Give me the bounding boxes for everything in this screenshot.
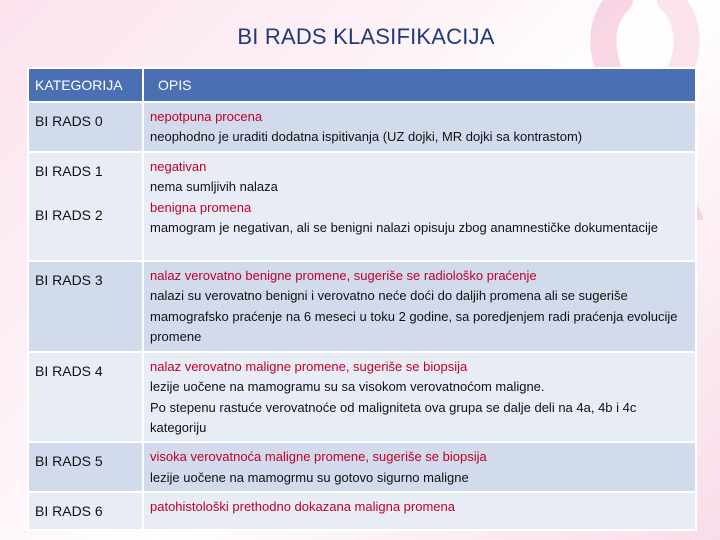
row-heading-2: benigna promena — [150, 199, 252, 215]
row-description — [143, 102, 696, 152]
row-category-1: BI RADS 1 — [35, 162, 103, 179]
table-row — [28, 261, 696, 352]
row-description — [143, 261, 696, 352]
row-heading: nalaz verovatno benigne promene, sugeriše se radiološko praćenje — [150, 267, 537, 283]
row-description — [143, 442, 696, 492]
table-row — [28, 102, 696, 152]
row-category-2: BI RADS 2 — [35, 207, 103, 223]
row-text: neophodno je uraditi dodatna ispitivanja (UZ dojki, MR dojki sa kontrastom) — [150, 129, 583, 145]
row-text-2: mamogram je negativan, ali se benigni nalazi opisuju zbog anamnestičke dokumentacije — [150, 220, 659, 236]
table-row — [28, 152, 696, 261]
row-description — [143, 152, 696, 261]
row-description — [143, 352, 696, 443]
row-heading: patohistološki prethodno dokazana maligna promena — [150, 499, 455, 515]
table-row — [28, 352, 696, 443]
page-title: BI RADS KLASIFIKACIJA — [237, 24, 495, 49]
row-category: BI RADS 4 — [28, 352, 143, 443]
row-text: lezije uočene na mamogrmu su gotovo sigurno maligne — [150, 469, 469, 485]
table-header-row — [28, 68, 696, 102]
row-heading: visoka verovatnoća maligne promene, sugeriše se biopsija — [150, 449, 487, 465]
row-heading: nepotpuna procena — [150, 109, 263, 124]
row-category: BI RADS 3 — [28, 261, 143, 352]
table-row — [28, 492, 696, 530]
row-text: nalazi su verovatno benigni i verovatno neće doći do daljih promena ali se sugeriše mamografsko praćenje na 6 meseci u toku 2 godine, sa poredjenjem radi praćenja evolucije promene — [150, 288, 678, 345]
header-category: KATEGORIJA — [28, 68, 143, 102]
row-text: lezije uočene na mamogramu su sa visokom verovatnoćom maligne. — [150, 379, 545, 395]
row-category: BI RADS 6 — [28, 492, 143, 530]
row-category: BI RADS 0 — [28, 102, 143, 152]
row-category: BI RADS 5 — [28, 442, 143, 492]
row-heading: nalaz verovatno maligne promene, sugeriše se biopsija — [150, 358, 468, 374]
row-text: nema sumljivih nalaza — [150, 179, 278, 195]
header-description: OPIS — [143, 68, 696, 102]
table-row — [28, 442, 696, 492]
row-text: Po stepenu rastuće verovatnoće od maligniteta ova grupa se dalje deli na 4a, 4b i 4c kategoriju — [150, 399, 637, 436]
row-description — [143, 492, 696, 530]
row-heading: negativan — [150, 158, 207, 174]
birads-table — [27, 67, 697, 531]
